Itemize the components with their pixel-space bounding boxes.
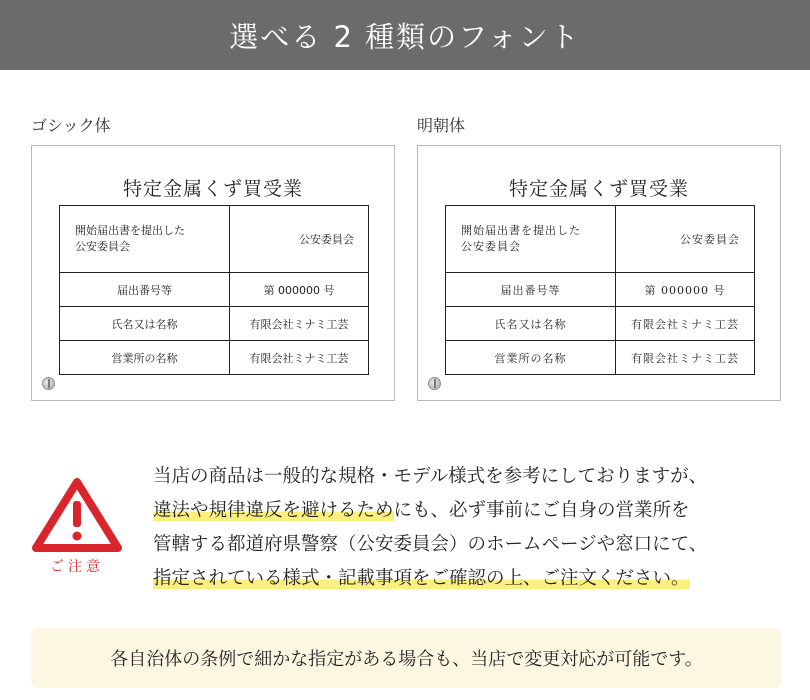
notice-line <box>153 460 793 494</box>
sign-sample-mincho <box>417 145 781 401</box>
table-row <box>60 341 369 375</box>
table-row <box>446 206 755 273</box>
sign-title: 特定金属くず買受業 <box>508 178 689 200</box>
screw-icon <box>42 377 55 390</box>
sign-table <box>445 205 755 375</box>
table-row <box>446 307 755 341</box>
notice-segment: 管轄する都道府県警察（公安委員会）のホームページや窓口にて、 <box>153 534 708 555</box>
notice-highlight: 指定されている様式・記載事項をご確認の上、ご注文ください。 <box>153 568 690 589</box>
table-key-cell: 届出番号等 <box>446 273 616 307</box>
notice-highlight: 違法や規律違反を避けるため <box>153 500 394 521</box>
notice-segment: 当店の商品は一般的な規格・モデル様式を参考にしておりますが、 <box>153 466 708 487</box>
table-value-cell: 第 000000 号 <box>616 273 755 307</box>
page-title: 選べる 2 種類のフォント <box>229 19 581 54</box>
table-row <box>60 307 369 341</box>
table-value-cell: 有限会社ミナミ工芸 <box>230 341 369 375</box>
key-text: 開始届出書を提出した 公安委員会 <box>461 224 581 253</box>
table-key-cell: 氏名又は名称 <box>446 307 616 341</box>
sign-title: 特定金属くず買受業 <box>122 178 303 200</box>
notice-segment: にも、必ず事前にご自身の営業所を <box>393 500 690 521</box>
table-value-cell: 公安委員会 <box>616 206 755 273</box>
table-key-cell: 届出番号等 <box>60 273 230 307</box>
table-row <box>60 273 369 307</box>
table-row <box>446 273 755 307</box>
table-value-cell: 有限会社ミナミ工芸 <box>616 341 755 375</box>
table-key-cell: 氏名又は名称 <box>60 307 230 341</box>
table-value-cell: 第 000000 号 <box>230 273 369 307</box>
notice-line <box>153 562 793 596</box>
caution-block <box>30 476 124 576</box>
sign-table <box>59 205 369 375</box>
table-row <box>446 341 755 375</box>
key-text: 開始届出書を提出した 公安委員会 <box>75 224 185 253</box>
notice-line <box>153 528 793 562</box>
screw-icon <box>428 377 441 390</box>
font-label-mincho: 明朝体 <box>417 116 466 135</box>
caution-label: ご注意 <box>50 559 104 575</box>
table-value-cell: 有限会社ミナミ工芸 <box>616 307 755 341</box>
bottom-note-text: 各自治体の条例で細かな指定がある場合も、当店で変更対応が可能です。 <box>110 649 703 670</box>
table-value-cell: 公安委員会 <box>230 206 369 273</box>
font-label-gothic: ゴシック体 <box>31 116 111 135</box>
table-key-cell: 営業所の名称 <box>446 341 616 375</box>
warning-triangle-icon <box>30 476 124 554</box>
table-key-cell <box>60 206 230 273</box>
table-key-cell <box>446 206 616 273</box>
notice-text <box>153 460 793 596</box>
sign-sample-gothic <box>31 145 395 401</box>
table-row <box>60 206 369 273</box>
bottom-note <box>31 628 782 688</box>
table-key-cell: 営業所の名称 <box>60 341 230 375</box>
notice-line <box>153 494 793 528</box>
header-banner <box>0 0 810 70</box>
table-value-cell: 有限会社ミナミ工芸 <box>230 307 369 341</box>
